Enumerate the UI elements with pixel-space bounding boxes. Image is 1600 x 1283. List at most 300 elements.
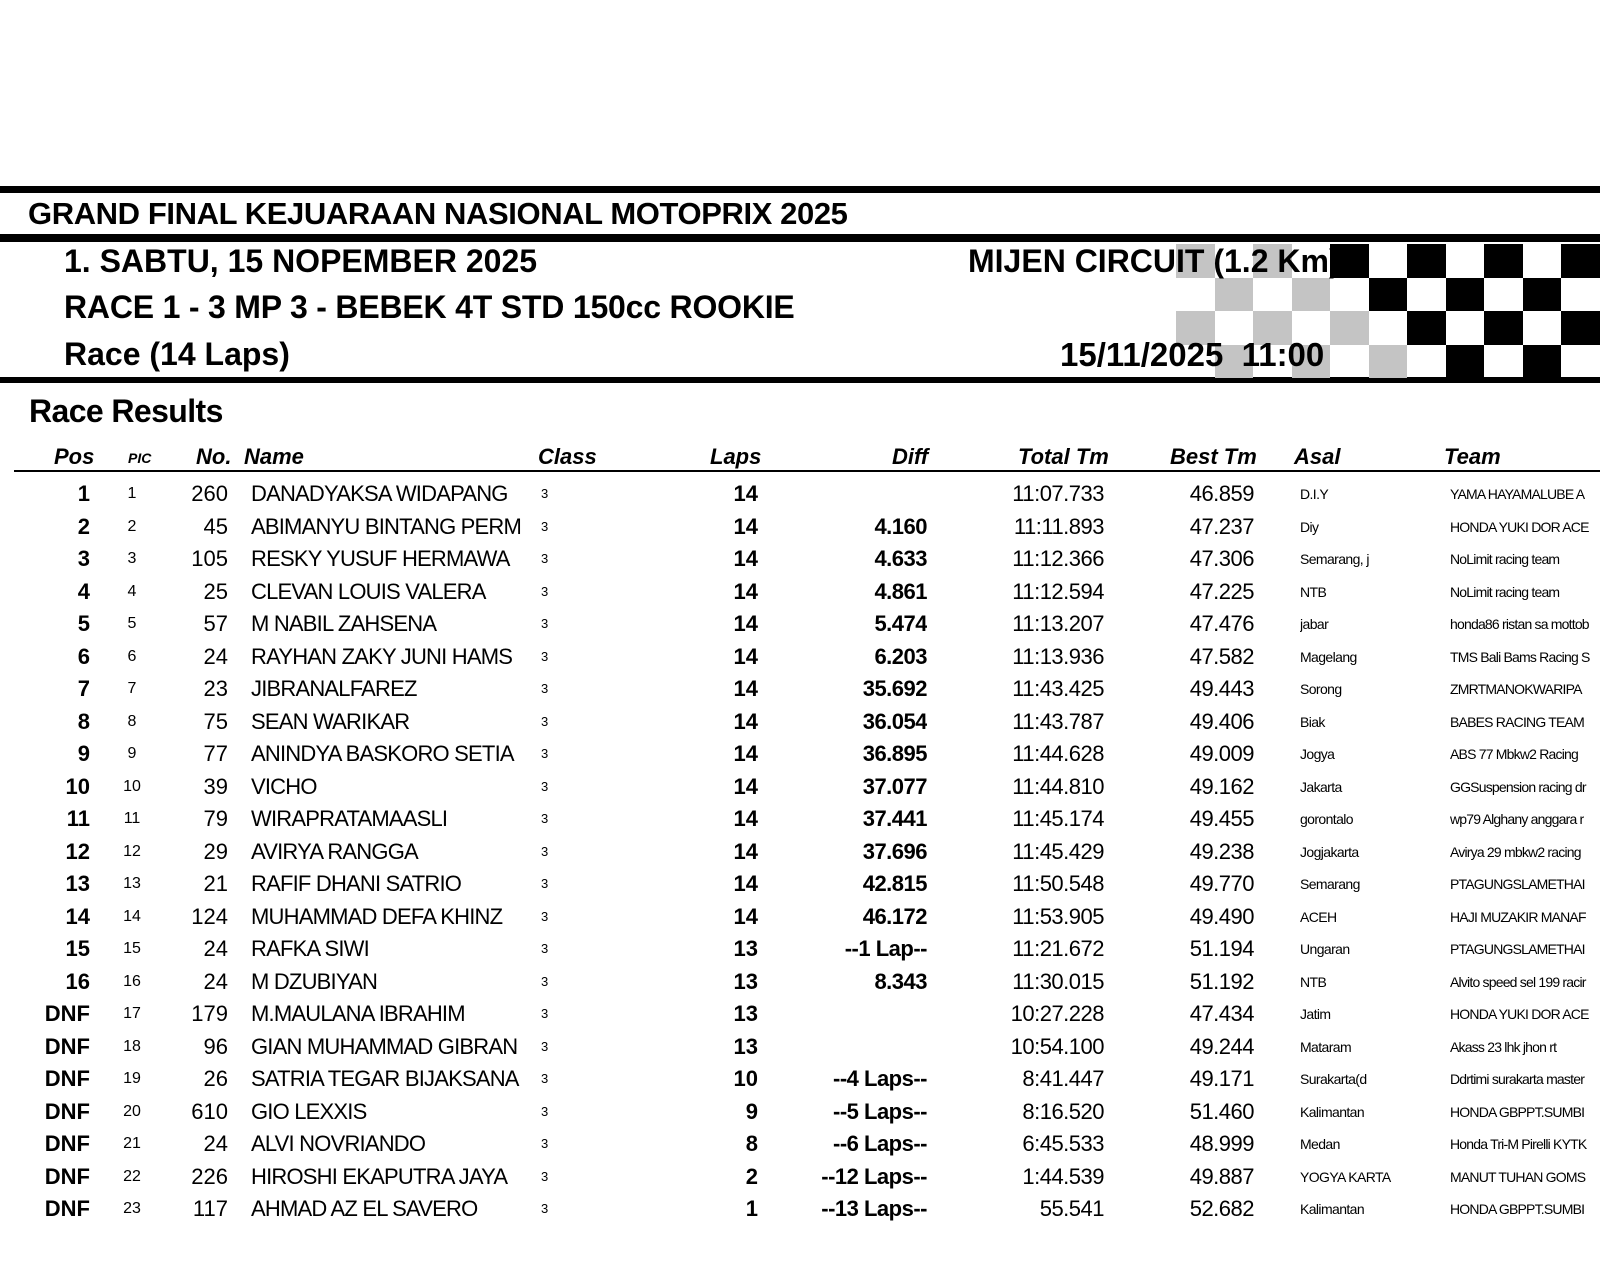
cell-laps: 14 <box>733 611 758 636</box>
cell-no: 24 <box>203 1131 228 1156</box>
cell-no: 260 <box>191 481 228 506</box>
cell-total: 10:54.100 <box>1010 1033 1104 1059</box>
cell-pic: 9 <box>127 745 137 762</box>
cell-class: 3 <box>541 1071 549 1086</box>
cell-best: 47.237 <box>1189 513 1254 539</box>
race-class: RACE 1 - 3 MP 3 - BEBEK 4T STD 150cc ROOKIE <box>64 289 795 325</box>
cell-asal: YOGYA KARTA <box>1300 1168 1391 1185</box>
cell-name: RAFKA SIWI <box>251 936 369 961</box>
cell-no: 29 <box>203 838 228 864</box>
table-row <box>0 998 1600 1030</box>
cell-pos: 15 <box>65 936 90 961</box>
cell-diff: --4 Laps-- <box>833 1066 927 1091</box>
cell-best: 49.490 <box>1189 903 1254 929</box>
cell-pos: 10 <box>65 773 90 799</box>
cell-best: 49.770 <box>1189 871 1254 896</box>
flag-square <box>1407 311 1446 345</box>
flag-square <box>1561 244 1600 278</box>
cell-total: 11:11.893 <box>1013 513 1104 539</box>
cell-name: JIBRANALFAREZ <box>251 676 417 701</box>
cell-no: 57 <box>203 611 228 636</box>
cell-name: RAFIF DHANI SATRIO <box>251 871 462 896</box>
cell-asal: Mataram <box>1300 1038 1352 1055</box>
cell-diff: --1 Lap-- <box>844 936 927 961</box>
cell-class: 3 <box>541 648 549 664</box>
cell-class: 3 <box>541 908 549 924</box>
cell-best: 47.225 <box>1189 578 1254 604</box>
cell-diff: 35.692 <box>862 676 927 701</box>
cell-team: HONDA YUKI DOR ACE <box>1450 1006 1589 1022</box>
cell-team: ABS 77 Mbkw2 Racing <box>1450 746 1578 762</box>
cell-asal: Semarang, j <box>1300 551 1369 567</box>
cell-pic: 5 <box>127 615 137 632</box>
table-row <box>0 771 1600 803</box>
table-row <box>0 706 1600 738</box>
cell-diff: 5.474 <box>874 611 927 636</box>
cell-class: 3 <box>541 811 549 826</box>
cell-pic: 6 <box>127 647 137 665</box>
cell-team: HONDA GBPPT.SUMBI <box>1450 1103 1585 1120</box>
cell-laps: 13 <box>733 1033 758 1059</box>
cell-pic: 2 <box>127 517 137 535</box>
flag-square <box>1523 278 1562 312</box>
cell-team: YAMA HAYAMALUBE A <box>1450 486 1585 502</box>
cell-total: 11:30.015 <box>1012 968 1104 994</box>
cell-diff: 4.160 <box>874 513 927 539</box>
cell-laps: 13 <box>733 936 758 961</box>
cell-no: 25 <box>203 578 228 604</box>
cell-pos: 11 <box>66 806 90 831</box>
cell-best: 51.192 <box>1189 968 1254 994</box>
cell-team: HONDA GBPPT.SUMBI <box>1450 1201 1585 1217</box>
cell-pic: 3 <box>127 550 137 567</box>
cell-class: 3 <box>541 551 549 566</box>
cell-best: 49.171 <box>1189 1066 1254 1091</box>
cell-pic: 12 <box>123 842 141 860</box>
cell-name: M DZUBIYAN <box>251 968 378 994</box>
cell-asal: Biak <box>1300 713 1325 730</box>
cell-class: 3 <box>541 518 549 534</box>
flag-square <box>1523 345 1562 379</box>
cell-pos: 1 <box>77 481 90 506</box>
cell-pos: DNF <box>44 1196 90 1221</box>
cell-best: 49.455 <box>1189 806 1254 831</box>
cell-best: 47.582 <box>1189 643 1254 669</box>
cell-asal: Sorong <box>1300 681 1342 697</box>
cell-pos: 13 <box>65 871 90 896</box>
cell-laps: 14 <box>733 481 758 506</box>
circuit-name: MIJEN CIRCUIT (1.2 Km) <box>968 243 1340 279</box>
cell-total: 11:12.366 <box>1012 546 1104 571</box>
cell-laps: 14 <box>733 643 758 669</box>
cell-total: 11:13.207 <box>1012 611 1104 636</box>
cell-class: 3 <box>541 1201 549 1216</box>
cell-laps: 14 <box>733 708 758 734</box>
cell-total: 11:45.429 <box>1012 838 1104 864</box>
cell-pos: 16 <box>65 968 90 994</box>
cell-name: DANADYAKSA WIDAPANG <box>251 481 508 506</box>
cell-class: 3 <box>541 1006 549 1021</box>
cell-pos: 6 <box>77 643 90 669</box>
cell-pos: 14 <box>65 903 90 929</box>
cell-total: 55.541 <box>1039 1196 1104 1221</box>
cell-name: WIRAPRATAMAASLI <box>251 806 448 831</box>
cell-laps: 14 <box>733 903 758 929</box>
cell-no: 226 <box>191 1163 228 1189</box>
cell-asal: ACEH <box>1300 908 1337 925</box>
cell-total: 11:44.628 <box>1012 741 1104 766</box>
cell-no: 79 <box>203 806 228 831</box>
cell-pic: 19 <box>123 1070 141 1087</box>
cell-best: 49.406 <box>1189 708 1254 734</box>
cell-name: RAYHAN ZAKY JUNI HAMS <box>251 643 513 669</box>
cell-no: 77 <box>203 741 228 766</box>
table-row <box>0 641 1600 673</box>
cell-pos: 9 <box>77 741 90 766</box>
cell-laps: 8 <box>745 1131 758 1156</box>
cell-best: 52.682 <box>1189 1196 1254 1221</box>
cell-asal: jabar <box>1300 616 1329 632</box>
col-asal: Asal <box>1294 444 1341 469</box>
cell-class: 3 <box>541 486 549 501</box>
cell-name: RESKY YUSUF HERMAWA <box>251 546 510 571</box>
cell-name: ALVI NOVRIANDO <box>251 1131 426 1156</box>
cell-no: 23 <box>203 676 228 701</box>
cell-total: 11:43.425 <box>1012 676 1104 701</box>
cell-pos: DNF <box>44 1163 90 1189</box>
cell-best: 49.162 <box>1189 773 1254 799</box>
cell-asal: Kalimantan <box>1300 1201 1365 1217</box>
table-row <box>0 1096 1600 1128</box>
cell-laps: 14 <box>733 838 758 864</box>
table-row <box>0 803 1600 835</box>
cell-best: 47.434 <box>1189 1001 1254 1026</box>
cell-laps: 9 <box>745 1098 758 1124</box>
cell-asal: Medan <box>1300 1136 1340 1152</box>
flag-square <box>1446 345 1485 379</box>
cell-pic: 1 <box>127 485 137 502</box>
cell-pic: 13 <box>123 875 141 892</box>
cell-class: 3 <box>541 681 549 696</box>
cell-total: 11:12.594 <box>1012 578 1104 604</box>
cell-no: 24 <box>203 968 228 994</box>
cell-total: 11:43.787 <box>1012 708 1104 734</box>
cell-team: Akass 23 lhk jhon rt <box>1450 1038 1557 1055</box>
table-row <box>0 933 1600 965</box>
cell-diff: --12 Laps-- <box>821 1163 927 1189</box>
table-row <box>0 1161 1600 1193</box>
table-row <box>0 511 1600 543</box>
cell-laps: 14 <box>733 806 758 831</box>
cell-pic: 8 <box>127 712 137 730</box>
cell-class: 3 <box>541 583 549 599</box>
flag-square <box>1292 278 1331 312</box>
table-row <box>0 1031 1600 1063</box>
cell-laps: 14 <box>733 513 758 539</box>
table-row <box>0 738 1600 770</box>
cell-asal: Diy <box>1300 518 1319 535</box>
table-row <box>0 608 1600 640</box>
cell-class: 3 <box>541 616 549 631</box>
cell-name: AHMAD AZ EL SAVERO <box>251 1196 478 1221</box>
cell-total: 11:45.174 <box>1012 806 1104 831</box>
cell-pos: 8 <box>77 708 90 734</box>
cell-pos: DNF <box>44 1033 90 1059</box>
cell-class: 3 <box>541 1038 549 1054</box>
cell-asal: Surakarta(d <box>1300 1071 1367 1087</box>
cell-best: 49.443 <box>1189 676 1254 701</box>
cell-total: 11:44.810 <box>1012 773 1104 799</box>
cell-team: HONDA YUKI DOR ACE <box>1450 518 1589 535</box>
cell-laps: 13 <box>733 968 758 994</box>
cell-name: HIROSHI EKAPUTRA JAYA <box>251 1163 508 1189</box>
cell-team: Alvito speed sel 199 racir <box>1450 973 1586 990</box>
cell-class: 3 <box>541 713 549 729</box>
flag-square <box>1215 278 1254 312</box>
cell-asal: Magelang <box>1300 648 1357 665</box>
col-total: Total Tm <box>1018 444 1109 469</box>
top-rule <box>0 186 1600 193</box>
table-row <box>0 673 1600 705</box>
cell-team: BABES RACING TEAM <box>1450 713 1584 730</box>
cell-asal: Jakarta <box>1300 778 1342 795</box>
cell-class: 3 <box>541 1136 549 1151</box>
cell-asal: Jogjakarta <box>1300 843 1359 860</box>
cell-diff: --5 Laps-- <box>833 1098 927 1124</box>
cell-pos: DNF <box>44 1066 90 1091</box>
cell-team: Honda Tri-M Pirelli KYTK <box>1450 1136 1587 1152</box>
cell-laps: 14 <box>733 578 758 604</box>
table-row <box>0 576 1600 608</box>
cell-name: M NABIL ZAHSENA <box>251 611 437 636</box>
cell-team: GGSuspension racing dr <box>1450 778 1586 795</box>
flag-square <box>1369 278 1408 312</box>
cell-no: 24 <box>203 936 228 961</box>
table-row <box>0 1193 1600 1225</box>
cell-laps: 10 <box>733 1066 758 1091</box>
cell-pic: 11 <box>123 810 141 827</box>
flag-square <box>1561 311 1600 345</box>
cell-no: 26 <box>203 1066 228 1091</box>
cell-best: 49.887 <box>1189 1163 1254 1189</box>
cell-class: 3 <box>541 778 549 794</box>
cell-best: 51.460 <box>1189 1098 1254 1124</box>
cell-best: 49.009 <box>1189 741 1254 766</box>
cell-best: 47.306 <box>1189 546 1254 571</box>
cell-team: ZMRTMANOKWARIPA <box>1450 681 1582 697</box>
cell-name: ANINDYA BASKORO SETIA <box>251 741 514 766</box>
cell-best: 46.859 <box>1189 481 1254 506</box>
race-datetime: 15/11/2025 11:00 <box>1060 336 1325 373</box>
cell-team: Avirya 29 mbkw2 racing <box>1450 843 1581 860</box>
cell-best: 48.999 <box>1189 1131 1254 1156</box>
cell-no: 179 <box>191 1001 228 1026</box>
col-class: Class <box>538 444 597 469</box>
cell-pos: DNF <box>44 1001 90 1026</box>
cell-diff: 4.633 <box>874 546 927 571</box>
table-row <box>0 1063 1600 1095</box>
col-pic: PIC <box>128 450 152 466</box>
cell-pic: 16 <box>123 972 141 990</box>
col-best: Best Tm <box>1170 444 1257 469</box>
cell-total: 11:13.936 <box>1012 643 1104 669</box>
cell-name: SEAN WARIKAR <box>251 708 410 734</box>
cell-diff: 42.815 <box>862 871 927 896</box>
cell-total: 11:21.672 <box>1012 936 1104 961</box>
cell-name: CLEVAN LOUIS VALERA <box>251 578 486 604</box>
cell-class: 3 <box>541 973 549 989</box>
cell-team: honda86 ristan sa mottob <box>1450 616 1589 632</box>
cell-total: 6:45.533 <box>1022 1131 1104 1156</box>
table-row <box>0 836 1600 868</box>
cell-total: 1:44.539 <box>1022 1163 1104 1189</box>
table-row <box>0 966 1600 998</box>
cell-diff: 46.172 <box>862 903 927 929</box>
cell-diff: 4.861 <box>874 578 927 604</box>
cell-total: 11:07.733 <box>1012 481 1104 506</box>
cell-class: 3 <box>541 1168 549 1184</box>
cell-best: 49.238 <box>1189 838 1254 864</box>
table-row <box>0 1128 1600 1160</box>
race-day: 1. SABTU, 15 NOPEMBER 2025 <box>64 243 538 279</box>
cell-pos: 12 <box>65 838 90 864</box>
cell-no: 75 <box>203 708 228 734</box>
cell-team: wp79 Alghany anggara r <box>1450 811 1584 827</box>
cell-diff: 37.441 <box>862 806 927 831</box>
cell-team: NoLimit racing team <box>1450 583 1560 600</box>
cell-name: AVIRYA RANGGA <box>251 838 418 864</box>
cell-best: 51.194 <box>1189 936 1254 961</box>
cell-laps: 13 <box>733 1001 758 1026</box>
cell-asal: Jatim <box>1300 1006 1331 1022</box>
col-diff: Diff <box>892 444 929 469</box>
cell-name: SATRIA TEGAR BIJAKSANA <box>251 1066 519 1091</box>
cell-diff: 36.895 <box>862 741 927 766</box>
cell-asal: Jogya <box>1300 746 1335 762</box>
cell-class: 3 <box>541 843 549 859</box>
cell-laps: 14 <box>733 546 758 571</box>
flag-square <box>1407 244 1446 278</box>
col-team: Team <box>1444 444 1501 469</box>
cell-team: MANUT TUHAN GOMS <box>1450 1168 1586 1185</box>
cell-team: HAJI MUZAKIR MANAF <box>1450 908 1586 925</box>
cell-team: Ddrtimi surakarta master <box>1450 1071 1585 1087</box>
cell-diff: 6.203 <box>874 643 927 669</box>
cell-asal: gorontalo <box>1300 811 1353 827</box>
cell-asal: NTB <box>1300 973 1327 990</box>
cell-no: 124 <box>191 903 228 929</box>
col-no: No. <box>196 444 232 469</box>
cell-name: GIAN MUHAMMAD GIBRAN <box>251 1033 518 1059</box>
cell-name: MUHAMMAD DEFA KHINZ <box>251 903 503 929</box>
cell-no: 24 <box>203 643 228 669</box>
cell-laps: 1 <box>745 1196 758 1221</box>
cell-pos: 2 <box>77 513 90 539</box>
cell-pic: 20 <box>123 1102 141 1120</box>
cell-pic: 22 <box>123 1167 141 1185</box>
cell-class: 3 <box>541 1103 549 1119</box>
cell-pic: 14 <box>123 907 141 925</box>
cell-team: TMS Bali Bams Racing S <box>1450 648 1590 665</box>
cell-pos: 4 <box>77 578 90 604</box>
flag-square <box>1484 311 1523 345</box>
cell-name: M.MAULANA IBRAHIM <box>251 1001 465 1026</box>
cell-no: 45 <box>203 513 228 539</box>
cell-asal: Semarang <box>1300 876 1360 892</box>
cell-pos: 7 <box>77 676 90 701</box>
session-label: Race (14 Laps) <box>64 336 290 372</box>
cell-total: 11:50.548 <box>1012 871 1104 896</box>
cell-diff: 36.054 <box>862 708 927 734</box>
cell-team: NoLimit racing team <box>1450 551 1560 567</box>
cell-pos: DNF <box>44 1131 90 1156</box>
flag-square <box>1484 244 1523 278</box>
cell-pos: 5 <box>77 611 90 636</box>
cell-pic: 17 <box>123 1005 141 1022</box>
cell-class: 3 <box>541 941 549 956</box>
cell-asal: NTB <box>1300 583 1327 600</box>
cell-pic: 18 <box>123 1037 141 1055</box>
table-row <box>0 543 1600 575</box>
cell-no: 105 <box>191 546 228 571</box>
cell-no: 117 <box>192 1196 228 1221</box>
col-pos: Pos <box>54 444 95 469</box>
cell-pic: 4 <box>127 582 137 600</box>
cell-pic: 21 <box>123 1135 141 1152</box>
cell-team: PTAGUNGSLAMETHAI <box>1450 876 1585 892</box>
cell-diff: 37.077 <box>862 773 927 799</box>
cell-pic: 7 <box>127 680 137 697</box>
cell-total: 10:27.228 <box>1010 1001 1104 1026</box>
cell-name: VICHO <box>251 773 317 799</box>
cell-no: 610 <box>191 1098 228 1124</box>
cell-pic: 10 <box>123 777 141 795</box>
cell-no: 39 <box>203 773 228 799</box>
column-header-rule <box>14 470 1600 472</box>
section-title: Race Results <box>29 393 223 429</box>
cell-diff: 8.343 <box>874 968 927 994</box>
cell-laps: 14 <box>733 676 758 701</box>
cell-asal: Ungaran <box>1300 941 1350 957</box>
cell-total: 8:41.447 <box>1022 1066 1104 1091</box>
cell-class: 3 <box>541 746 549 761</box>
col-laps: Laps <box>710 444 762 469</box>
cell-laps: 14 <box>733 871 758 896</box>
cell-asal: Kalimantan <box>1300 1103 1365 1120</box>
cell-laps: 14 <box>733 773 758 799</box>
col-name: Name <box>244 444 304 469</box>
cell-pos: DNF <box>44 1098 90 1124</box>
flag-square <box>1446 278 1485 312</box>
cell-pic: 23 <box>123 1200 141 1217</box>
table-row <box>0 868 1600 900</box>
flag-square <box>1330 311 1369 345</box>
cell-best: 47.476 <box>1189 611 1254 636</box>
cell-no: 21 <box>203 871 228 896</box>
table-row <box>0 901 1600 933</box>
flag-square <box>1369 345 1408 379</box>
event-title: GRAND FINAL KEJUARAAN NASIONAL MOTOPRIX 2025 <box>28 196 848 231</box>
cell-pos: 3 <box>77 546 90 571</box>
cell-laps: 14 <box>733 741 758 766</box>
cell-diff: --13 Laps-- <box>821 1196 927 1221</box>
cell-laps: 2 <box>745 1163 758 1189</box>
cell-total: 11:53.905 <box>1012 903 1104 929</box>
cell-name: ABIMANYU BINTANG PERM <box>251 513 521 539</box>
cell-asal: D.I.Y <box>1300 486 1329 502</box>
cell-diff: 37.696 <box>862 838 927 864</box>
cell-total: 8:16.520 <box>1022 1098 1104 1124</box>
